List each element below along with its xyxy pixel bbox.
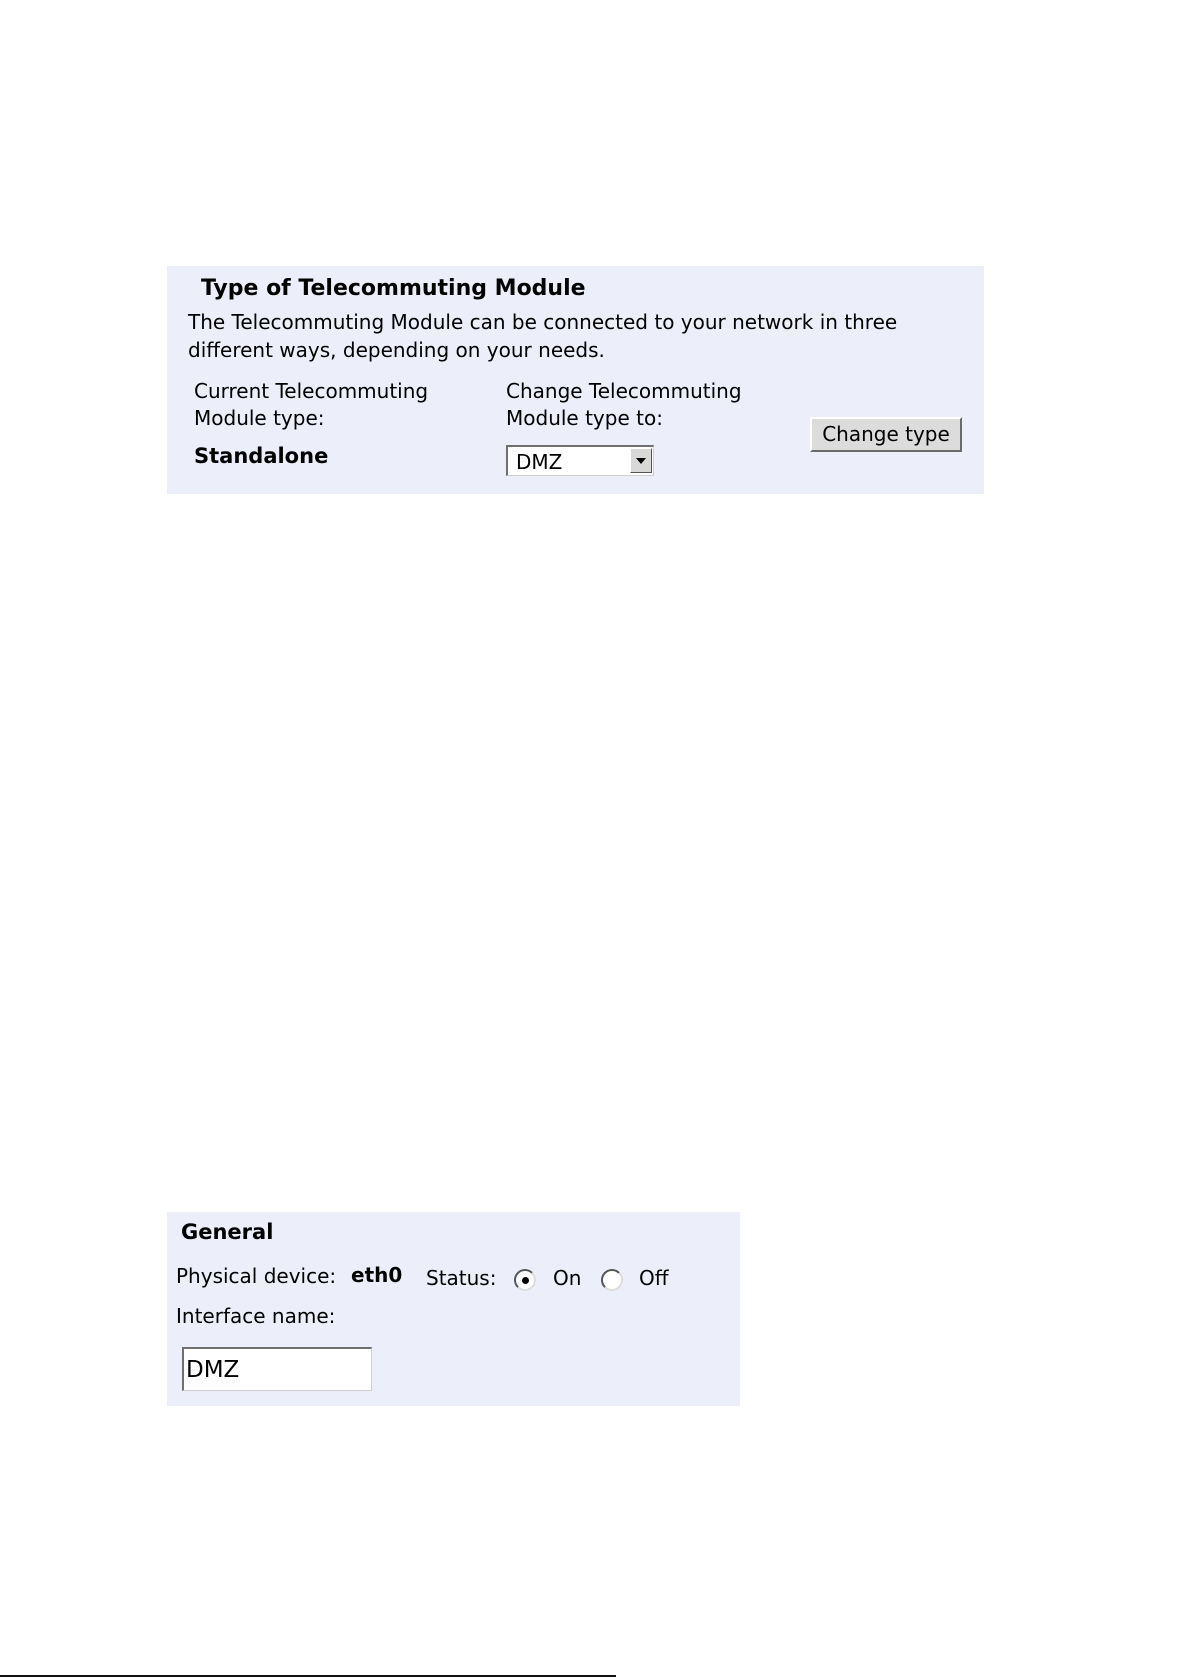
general-panel bbox=[167, 1212, 740, 1406]
bottom-divider bbox=[0, 1675, 616, 1677]
change-type-label: Change Telecommuting Module type to: bbox=[506, 379, 742, 430]
interface-name-input[interactable] bbox=[182, 1347, 372, 1391]
module-type-panel bbox=[167, 266, 984, 494]
module-type-select-value: DMZ bbox=[516, 450, 563, 474]
physical-device-label: Physical device: bbox=[176, 1264, 337, 1288]
status-off-radio[interactable] bbox=[601, 1269, 623, 1291]
status-on-label[interactable]: On bbox=[553, 1266, 582, 1290]
interface-name-label: Interface name: bbox=[176, 1304, 336, 1328]
status-on-radio[interactable] bbox=[514, 1269, 536, 1291]
radio-selected-dot-icon bbox=[522, 1277, 529, 1284]
change-type-button[interactable]: Change type bbox=[810, 417, 962, 452]
general-title: General bbox=[181, 1220, 274, 1244]
status-label: Status: bbox=[426, 1266, 497, 1290]
current-type-label: Current Telecommuting Module type: bbox=[194, 379, 429, 430]
chevron-down-icon bbox=[636, 458, 646, 464]
current-type-value: Standalone bbox=[194, 444, 329, 468]
status-off-label[interactable]: Off bbox=[639, 1266, 669, 1290]
module-type-select[interactable] bbox=[506, 445, 654, 476]
module-type-title: Type of Telecommuting Module bbox=[201, 276, 586, 301]
physical-device-value: eth0 bbox=[351, 1263, 403, 1287]
module-type-description: The Telecommuting Module can be connected to your network in three different ways, depending on your needs. bbox=[188, 310, 898, 362]
select-dropdown-button[interactable] bbox=[630, 448, 652, 473]
